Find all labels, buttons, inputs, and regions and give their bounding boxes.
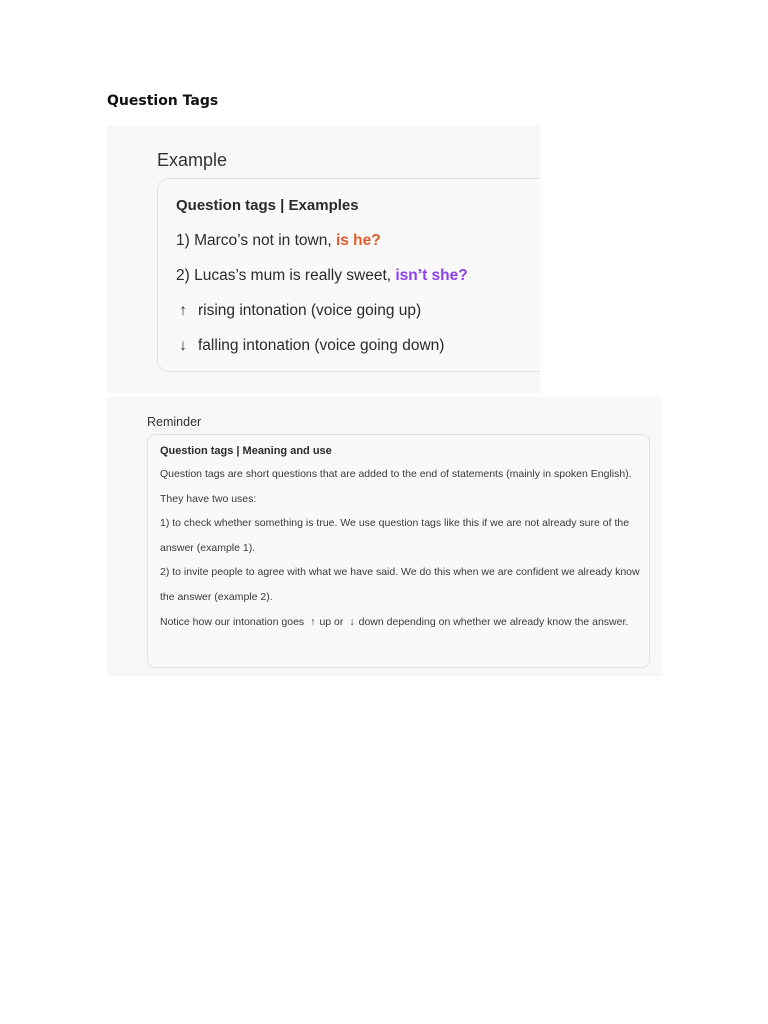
example-line-1 bbox=[176, 232, 381, 250]
example-card-heading: Question tags | Examples bbox=[176, 197, 359, 214]
example-line-2-tag: isn’t she? bbox=[395, 267, 468, 284]
reminder-paragraph-4-part-3: down depending on whether we already know the answer. bbox=[358, 615, 629, 628]
falling-intonation-label: falling intonation (voice going down) bbox=[198, 337, 445, 354]
example-line-1-tag: is he? bbox=[335, 232, 381, 249]
reminder-card-heading: Question tags | Meaning and use bbox=[160, 445, 332, 457]
arrow-down-icon: ↓ bbox=[179, 337, 187, 354]
rising-intonation-label: rising intonation (voice going up) bbox=[198, 302, 422, 319]
example-title: Example bbox=[157, 150, 228, 170]
falling-intonation-line bbox=[176, 337, 444, 355]
example-line-2-text: 2) Lucas’s mum is really sweet, bbox=[176, 267, 396, 284]
example-screenshot bbox=[107, 126, 540, 393]
reminder-paragraph-4-part-1: Notice how our intonation goes bbox=[160, 615, 305, 628]
reminder-paragraph-3: 2) to invite people to agree with what we have said. We do this when we are confident we already know the answer (example 2). bbox=[160, 566, 640, 603]
example-line-1-text: 1) Marco’s not in town, bbox=[176, 232, 336, 249]
rising-intonation-line bbox=[176, 302, 421, 320]
reminder-paragraph-4 bbox=[160, 610, 640, 635]
reminder-title: Reminder bbox=[147, 415, 202, 429]
reminder-screenshot bbox=[107, 397, 662, 676]
reminder-paragraph-1: Question tags are short questions that are added to the end of statements (mainly in spoken English). They have two uses: bbox=[160, 468, 632, 505]
example-line-2 bbox=[176, 267, 468, 285]
arrow-up-icon: ↑ bbox=[179, 302, 187, 319]
reminder-paragraph-4-part-2: up or bbox=[319, 615, 344, 628]
reminder-body bbox=[160, 462, 640, 634]
arrow-up-icon: ↑ bbox=[310, 615, 316, 628]
example-card bbox=[157, 178, 540, 372]
reminder-card bbox=[147, 434, 650, 668]
reminder-paragraph-2: 1) to check whether something is true. We use question tags like this if we are not already sure of the answer (example 1). bbox=[160, 517, 630, 554]
arrow-down-icon: ↓ bbox=[349, 615, 355, 628]
page-title: Question Tags bbox=[107, 93, 219, 109]
